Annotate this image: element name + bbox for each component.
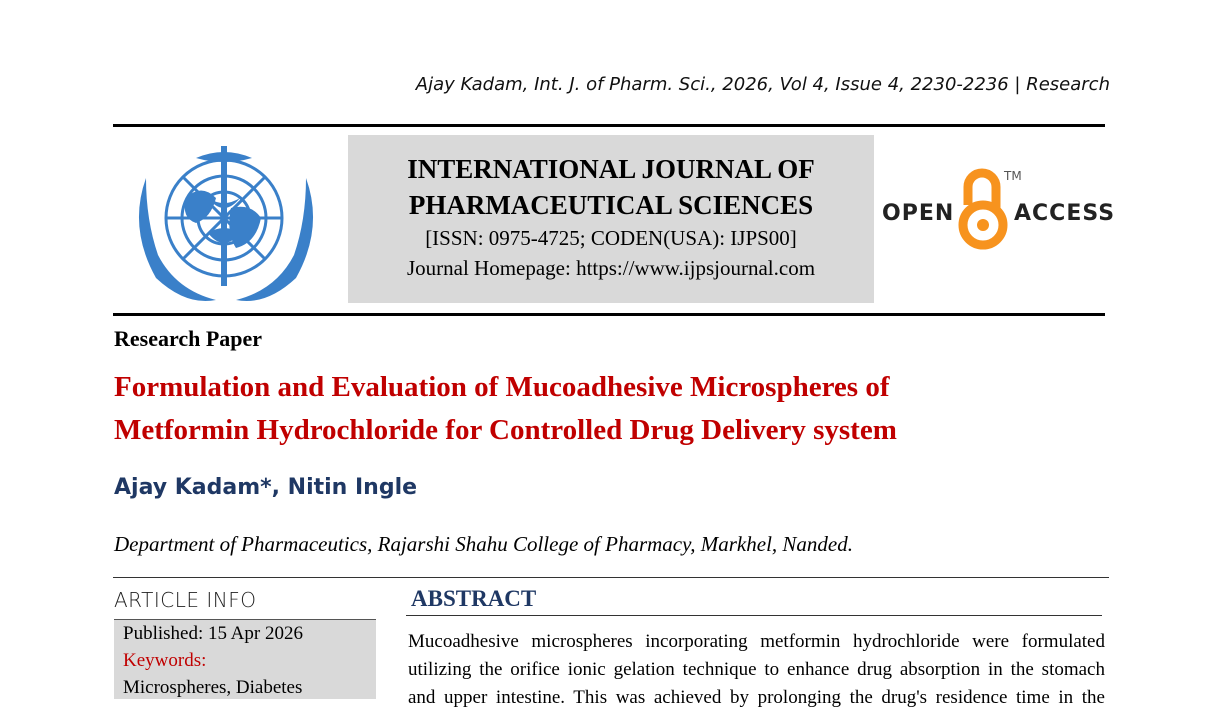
open-access-right: ACCESS [1014, 201, 1116, 226]
abstract-line: and upper intestine. This was achieved by prolonging the drug's residence time in the [408, 687, 1105, 708]
abstract-line: Mucoadhesive microspheres incorporating metformin hydrochloride were formulated [408, 631, 1105, 652]
journal-emblem-icon [126, 138, 326, 306]
title-line-1: Formulation and Evaluation of Mucoadhesive Microspheres of [114, 371, 890, 403]
journal-issn: [ISSN: 0975-4725; CODEN(USA): IJPS00] [425, 226, 797, 250]
article-type: Research Paper [114, 326, 263, 351]
header-bottom-rule [113, 313, 1105, 316]
keywords: Microspheres, Diabetes [123, 677, 303, 698]
published-date: Published: 15 Apr 2026 [123, 623, 303, 644]
section-divider [113, 577, 1109, 578]
abstract-text [408, 628, 1105, 712]
open-access-left: OPEN [882, 201, 955, 226]
abstract-line: utilizing the orifice ionic gelation technique to enhance drug absorption in the stomach [408, 659, 1105, 680]
journal-banner [348, 135, 874, 303]
header-top-rule [113, 124, 1105, 127]
open-access-logo [882, 165, 1116, 255]
article-title [114, 366, 897, 452]
abstract-heading: ABSTRACT [411, 586, 537, 611]
article-info-label: ARTICLE INFO [114, 588, 257, 612]
affiliation: Department of Pharmaceutics, Rajarshi Shahu College of Pharmacy, Markhel, Nanded. [114, 532, 853, 556]
trademark: TM [1004, 169, 1022, 183]
running-header: Ajay Kadam, Int. J. of Pharm. Sci., 2026, Vol 4, Issue 4, 2230-2236 | Research [415, 74, 1110, 95]
journal-homepage: Journal Homepage: https://www.ijpsjournal.com [406, 256, 816, 280]
article-info-box [114, 619, 376, 699]
journal-name-line1: INTERNATIONAL JOURNAL OF [407, 154, 815, 184]
journal-name-line2: PHARMACEUTICAL SCIENCES [408, 190, 814, 220]
keywords-label: Keywords: [123, 650, 207, 671]
title-line-2: Metformin Hydrochloride for Controlled Drug Delivery system [114, 414, 897, 446]
authors: Ajay Kadam*, Nitin Ingle [114, 475, 418, 500]
abstract-rule [406, 615, 1102, 616]
